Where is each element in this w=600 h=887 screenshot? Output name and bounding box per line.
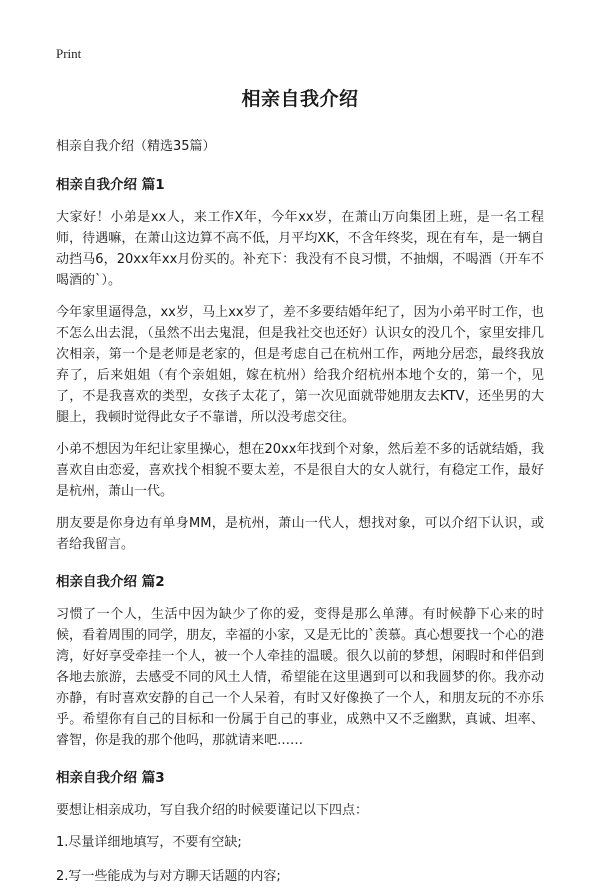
section-heading-1: 相亲自我介绍 篇1 (56, 177, 165, 193)
section-1-paragraph-4: 朋友要是你身边有单身MM，是杭州，萧山一代人，想找对象，可以介绍下认识，或者给我留言。 (56, 516, 544, 552)
section-1-paragraph-1: 大家好！小弟是xx人，来工作X年，今年xx岁，在萧山万向集团上班，是一名工程师，待遇嘛，在萧山这边算不高不低，月平均XK，不含年终奖，现在有车，是一辆自动挡马6，20xx年xx月份买的。补充下：我没有不良习惯，不抽烟，不喝酒（开车不喝酒的`）。 (56, 210, 544, 288)
section-3-paragraph-1: 要想让相亲成功，写自我介绍的时候要谨记以下四点： (56, 803, 369, 818)
print-link[interactable]: Print (56, 46, 82, 61)
document-subtitle: 相亲自我介绍（精选35篇） (56, 139, 216, 154)
page-title: 相亲自我介绍 (241, 88, 359, 110)
section-1-paragraph-2: 今年家里逼得急，xx岁，马上xx岁了，差不多要结婚年纪了，因为小弟平时工作，也不怎么出去混，（虽然不出去鬼混，但是我社交也还好）认识女的没几个，家里安排几次相亲，第一个是老师是老家的，但是考虑自己在杭州工作，两地分居恋，最终我放弃了，后来姐姐（有个亲姐姐，嫁在杭州）给我介绍杭州本地个女的，第一个，见了，不是我喜欢的类型，女孩子太花了，第一次见面就带她朋友去KTV，还坐男的大腿上，我顿时觉得此女子不靠谱，所以没考虑交往。 (56, 305, 544, 425)
section-heading-3: 相亲自我介绍 篇3 (56, 770, 165, 786)
section-1-paragraph-3: 小弟不想因为年纪让家里操心，想在20xx年找到个对象，然后差不多的话就结婚，我喜欢自由恋爱，喜欢找个相貌不要太差，不是很自大的女人就行，有稳定工作，最好是杭州，萧山一代。 (56, 442, 544, 499)
list-item: 1.尽量详细地填写，不要有空缺; (56, 835, 242, 850)
list-item: 2.写一些能成为与对方聊天话题的内容; (56, 869, 281, 884)
section-heading-2: 相亲自我介绍 篇2 (56, 574, 165, 590)
section-2-paragraph-1: 习惯了一个人，生活中因为缺少了你的爱，变得是那么单薄。有时候静下心来的时候，看着周围的同学，朋友，幸福的小家，又是无比的`羡慕。真心想要找一个心的港湾，好好享受牵挂一个人，被一个人牵挂的温暖。很久以前的梦想，闲暇时和伴侣到各地去旅游，去感受不同的风土人情，希望能在这里遇到可以和我圆梦的你。我亦动亦静，有时喜欢安静的自己一个人呆着，有时又好像换了一个人，和朋友玩的不亦乐乎。希望你有自己的目标和一份属于自己的事业，成熟中又不乏幽默，真诚、坦率、睿智，你是我的那个他吗，那就请来吧…… (56, 607, 544, 748)
